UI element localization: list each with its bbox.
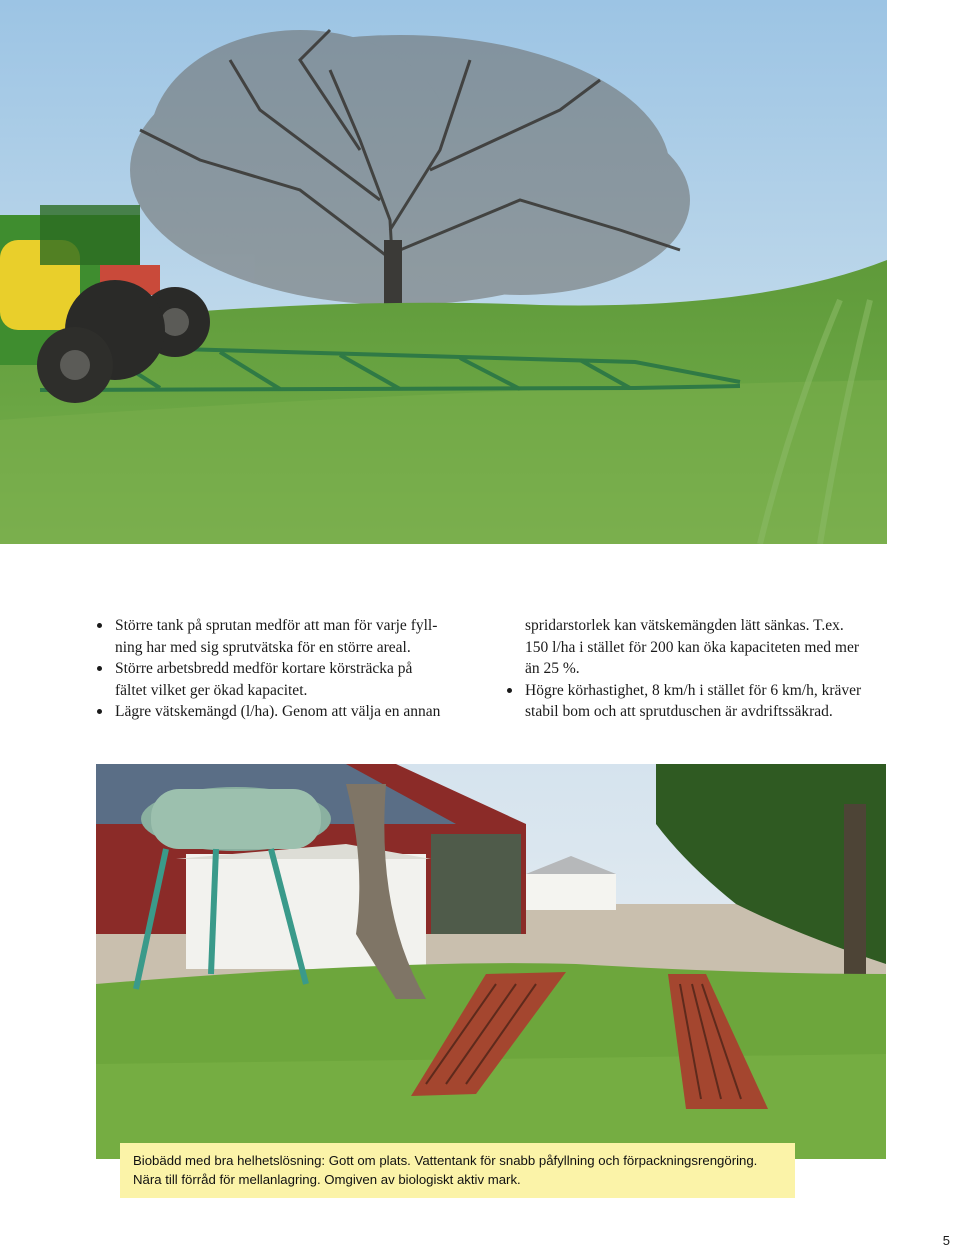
right-text-column [506,615,886,723]
bullet-continuation: spridarstorlek kan vätskemängden lätt sänkas. T.ex. [525,617,844,634]
photo-caption [120,1143,795,1198]
bullet-icon [97,709,102,714]
bullet-icon [507,688,512,693]
bullet-continuation: ning har med sig sprutvätska för en större areal. [115,638,411,656]
page-number: 5 [942,1233,950,1248]
bullet-continuation: än 25 %. [525,660,580,677]
bullet-item: Större tank på sprutan medför att man för varje fyll- [96,615,476,637]
bullet-icon [97,623,102,628]
bullet-item: Högre körhastighet, 8 km/h i stället för 6 km/h, kräver [506,680,886,702]
caption-line: Nära till förråd för mellanlagring. Omgiven av biologiskt aktiv mark. [133,1172,521,1187]
bullet-item: Lägre vätskemängd (l/ha). Genom att välja en annan [96,701,476,723]
caption-line: Biobädd med bra helhetslösning: Gott om plats. Vattentank för snabb påfyllning och förpackningsrengöring. [133,1153,758,1168]
bullet-item: Större arbetsbredd medför kortare körsträcka på [96,658,476,680]
left-text-column [96,615,476,723]
tractor-sprayer-field-photo [0,0,887,544]
bullet-continuation: stabil bom och att sprutduschen är avdriftssäkrad. [525,703,833,720]
bullet-icon [97,666,102,671]
bullet-continuation: 150 l/ha i stället för 200 kan öka kapaciteten med mer [525,638,859,656]
biobed-farmyard-photo [96,764,886,1159]
bullet-continuation: fältet vilket ger ökad kapacitet. [115,681,308,699]
